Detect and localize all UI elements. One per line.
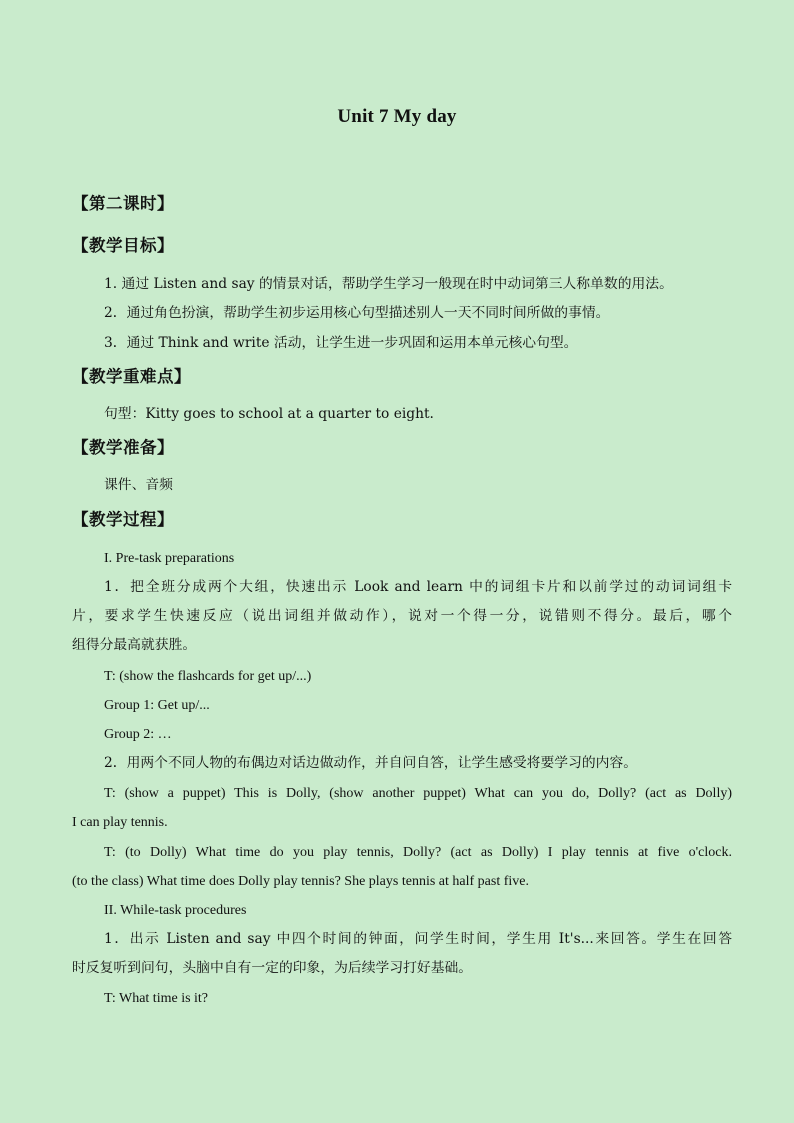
page-title: Unit 7 My day — [337, 106, 457, 127]
process-item2: 2．用两个不同人物的布偶边对话边做动作，并自问自答，让学生感受将要学习的内容。 — [104, 755, 638, 771]
group-1-line: Group 1: Get up/... — [104, 698, 210, 713]
goal-2: 2．通过角色扮演，帮助学生初步运用核心句型描述别人一天不同时间所做的事情。 — [104, 305, 610, 321]
process-item3-line2: 时反复听到问句，头脑中自有一定的印象，为后续学习打好基础。 — [72, 960, 473, 976]
heading-lesson: 【第二课时】 — [72, 194, 174, 213]
teacher-line-3-part2: (to the class) What time does Dolly play tennis? She plays tennis at half past five. — [72, 874, 529, 889]
teacher-line-3-part1: T: (to Dolly) What time do you play tennis, Dolly? (act as Dolly) I play tennis at five o'clock. — [104, 845, 732, 860]
group-2-line: Group 2: … — [104, 727, 172, 742]
while-task-title: II. While-task procedures — [104, 903, 247, 918]
process-item1-line2: 片，要求学生快速反应（说出词组并做动作），说对一个得一分，说错则不得分。最后，哪个 — [72, 608, 732, 624]
teacher-line-2-part1: T: (show a puppet) This is Dolly, (show another puppet) What can you do, Dolly? (act as Dolly) — [104, 786, 732, 801]
process-item1-line1: 1．把全班分成两个大组，快速出示 Look and learn 中的词组卡片和以前学过的动词词组卡 — [104, 579, 732, 595]
heading-key-points: 【教学重难点】 — [72, 367, 191, 386]
process-item1-line3: 组得分最高就获胜。 — [72, 637, 197, 653]
teacher-line-1: T: (show the flashcards for get up/...) — [104, 669, 312, 684]
teacher-line-4: T: What time is it? — [104, 991, 209, 1006]
pre-task-title: I. Pre-task preparations — [104, 551, 235, 566]
heading-preparation: 【教学准备】 — [72, 438, 174, 457]
goal-1: 1. 通过 Listen and say 的情景对话，帮助学生学习一般现在时中动词第三人称单数的用法。 — [104, 276, 673, 292]
goal-3: 3．通过 Think and write 活动，让学生进一步巩固和运用本单元核心句型。 — [104, 335, 578, 351]
process-item3-line1: 1．出示 Listen and say 中四个时间的钟面，问学生时间，学生用 It's...来回答。学生在回答 — [104, 931, 732, 947]
heading-process: 【教学过程】 — [72, 510, 174, 529]
preparation-text: 课件、音频 — [104, 477, 173, 493]
heading-goals: 【教学目标】 — [72, 236, 174, 255]
teacher-line-2-part2: I can play tennis. — [72, 815, 168, 830]
key-points-text: 句型：Kitty goes to school at a quarter to eight. — [104, 406, 434, 422]
